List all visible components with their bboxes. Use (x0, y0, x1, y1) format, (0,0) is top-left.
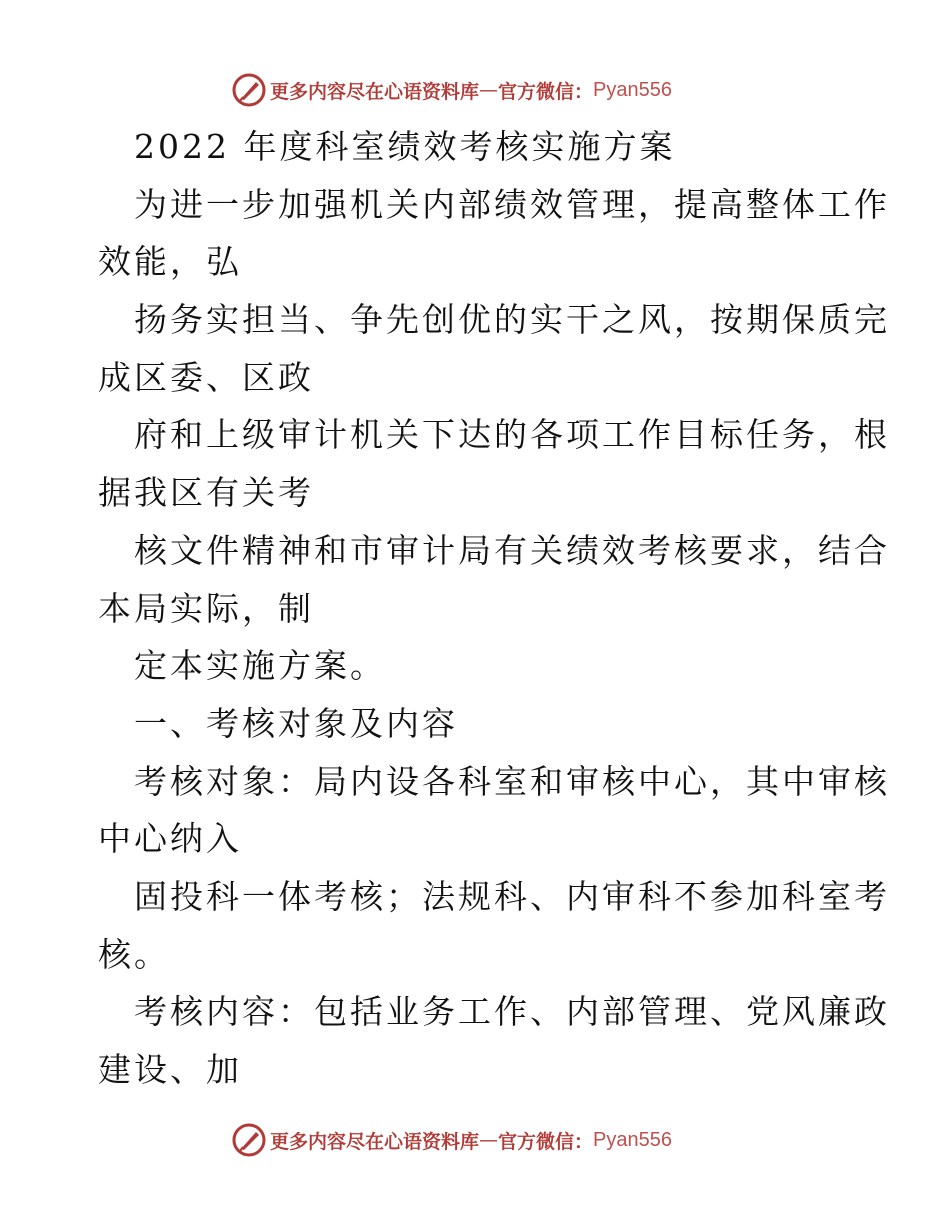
document-line: 建设、加 (98, 1050, 242, 1089)
document-line: 固投科一体考核；法规科、内审科不参加科室考 (134, 876, 890, 916)
document-line: 中心纳入 (98, 819, 242, 859)
document-line: 核。 (98, 934, 170, 974)
document-line: 考核内容：包括业务工作、内部管理、党风廉政 (134, 992, 890, 1032)
watermark-handle: Pyan556 (593, 1128, 672, 1151)
watermark-separator: — (479, 79, 499, 101)
document-line: 本局实际，制 (98, 588, 314, 628)
document-line: 扬务实担当、争先创优的实干之风，按期保质完 (134, 300, 890, 340)
footer-watermark (232, 1120, 672, 1160)
quill-logo-icon (232, 73, 266, 107)
document-line: 2022 年度科室绩效考核实施方案 (134, 127, 676, 166)
document-line: 考核对象：局内设各科室和审核中心，其中审核 (134, 761, 890, 801)
document-line: 据我区有关考 (98, 473, 314, 513)
watermark-official-label: 官方微信： (498, 80, 594, 103)
document-line: 为进一步加强机关内部绩效管理，提高整体工作 (134, 184, 890, 224)
document-line: 效能，弘 (98, 242, 242, 282)
watermark-separator: — (479, 1129, 499, 1151)
watermark-official-label: 官方微信： (498, 1130, 594, 1153)
document-line: 定本实施方案。 (134, 646, 386, 686)
watermark-brand-text: 更多内容尽在心语资料库 (270, 1130, 480, 1153)
watermark-handle: Pyan556 (593, 78, 672, 101)
document-line: 核文件精神和市审计局有关绩效考核要求，结合 (134, 530, 890, 570)
document-line: 府和上级审计机关下达的各项工作目标任务，根 (134, 415, 890, 455)
document-line: 成区委、区政 (98, 357, 314, 397)
document-body (98, 118, 890, 1099)
header-watermark (232, 70, 672, 110)
watermark-brand-text: 更多内容尽在心语资料库 (270, 80, 480, 103)
quill-logo-icon (232, 1123, 266, 1157)
document-line: 一、考核对象及内容 (134, 703, 458, 743)
